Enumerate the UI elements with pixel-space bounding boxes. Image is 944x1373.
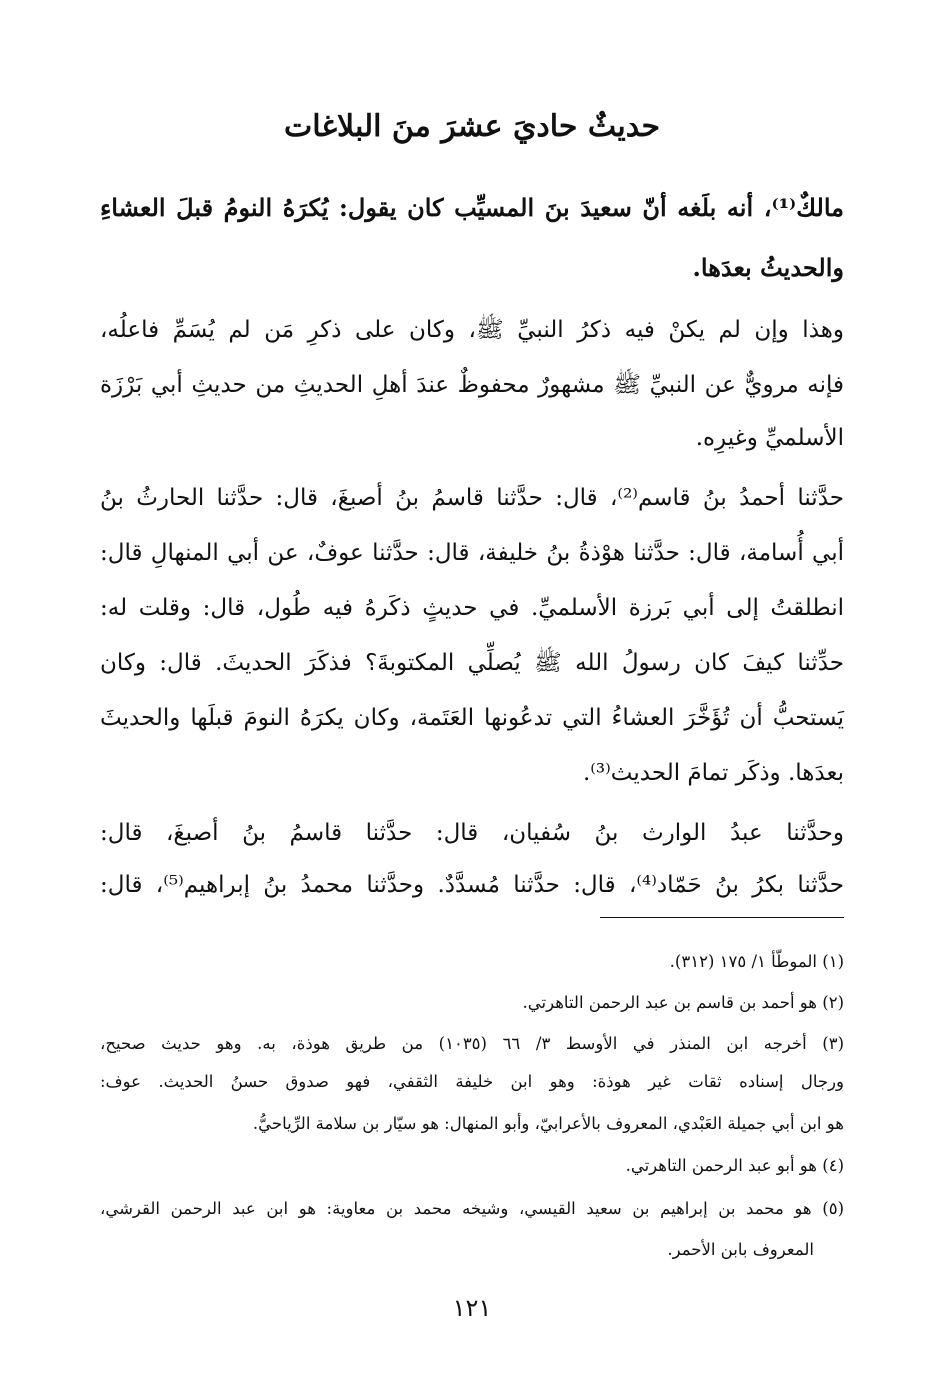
paragraph-2-line-1: حدَّثنا أحمدُ بنُ قاسم⁽²⁾، قال: حدَّثنا قاسمُ بنُ أصبغَ، قال: حدَّثنا الحارثُ بنُ [100, 485, 844, 511]
paragraph-2-line-6: بعدَها. وذكَر تمامَ الحديث⁽³⁾. [582, 760, 844, 786]
footnote-1: (١) الموطّأ ١/ ١٧٥ (٣١٢). [669, 952, 844, 971]
page-number: ١٢١ [452, 1294, 492, 1322]
footnote-2: (٢) هو أحمد بن قاسم بن عبد الرحمن التاهرتي. [522, 993, 844, 1012]
footnote-divider [600, 917, 844, 918]
opening-line-2: والحديثُ بعدَها. [692, 253, 844, 282]
footnote-5-line-1: (٥) هو محمد بن إبراهيم بن سعيد القيسي، وشيخه محمد بن معاوية: هو ابن عبد الرحمن القرشي، [100, 1199, 844, 1218]
footnote-3-line-3: هو ابن أبي جميلة العَبْدي، المعروف بالأعرابيّ، وأبو المنهال: هو سيّار بن سلامة الرِّياحيُّ. [252, 1114, 844, 1133]
footnote-3-line-1: (٣) أخرجه ابن المنذر في الأوسط ٣/ ٦٦ (١٠٣٥) من طريق هوذة، به. وهو حديث صحيح، [100, 1034, 844, 1053]
footnote-5-line-2: المعروف بابن الأحمر. [667, 1240, 814, 1259]
paragraph-1-line-2: فإنه مرويٌّ عن النبيِّ ﷺ مشهورٌ محفوظٌ عندَ أهلِ الحديثِ من حديثِ أبي بَرْزَة [100, 372, 844, 398]
chapter-title: حديثٌ حاديَ عشرَ منَ البلاغات [283, 109, 661, 144]
paragraph-1-line-1: وهذا وإن لم يكنْ فيه ذكرُ النبيِّ ﷺ، وكان على ذكرِ مَن لم يُسَمِّ فاعلُه، [100, 317, 844, 343]
paragraph-2-line-5: يَستحبُّ أن تُؤَخَّرَ العشاءُ التي تدعُونها العَتَمة، وكان يكرَهُ النومَ قبلَها والحديثَ [100, 705, 844, 731]
paragraph-2-line-3: انطلقتُ إلى أبي بَرزة الأسلميِّ. في حديثٍ ذكَرهُ فيه طُول، قال: وقلت له: [100, 595, 844, 621]
paragraph-2-line-4: حدِّثنا كيفَ كان رسولُ الله ﷺ يُصلِّي المكتوبةَ؟ فذكَرَ الحديثَ. قال: وكان [100, 650, 844, 676]
paragraph-3-line-1: وحدَّثنا عبدُ الوارث بنُ سُفيان، قال: حدَّثنا قاسمُ بنُ أصبغَ، قال: [100, 820, 844, 846]
footnote-3-line-2: ورجال إسناده ثقات غير هوذة: وهو ابن خليفة الثقفي، فهو صدوق حسنُ الحديث. عوف: [100, 1072, 844, 1091]
paragraph-1-line-3: الأسلميِّ وغيرِه. [695, 425, 844, 451]
opening-line-1: مالكٌ⁽¹⁾، أنه بلَغه أنّ سعيدَ بنَ المسيِّب كان يقول: يُكرَهُ النومُ قبلَ العشاءِ [100, 193, 844, 222]
paragraph-3-line-2: حدَّثنا بكرُ بنُ حَمّاد⁽⁴⁾، قال: حدَّثنا مُسدَّدٌ. وحدَّثنا محمدُ بنُ إبراهيم⁽⁵⁾، قال: [100, 872, 844, 898]
footnote-4: (٤) هو أبو عبد الرحمن التاهرتي. [625, 1156, 844, 1175]
paragraph-2-line-2: أبي أُسامة، قال: حدَّثنا هوْذةُ بنُ خليفة، قال: حدَّثنا عوفٌ، عن أبي المنهالِ قال: [100, 540, 844, 566]
